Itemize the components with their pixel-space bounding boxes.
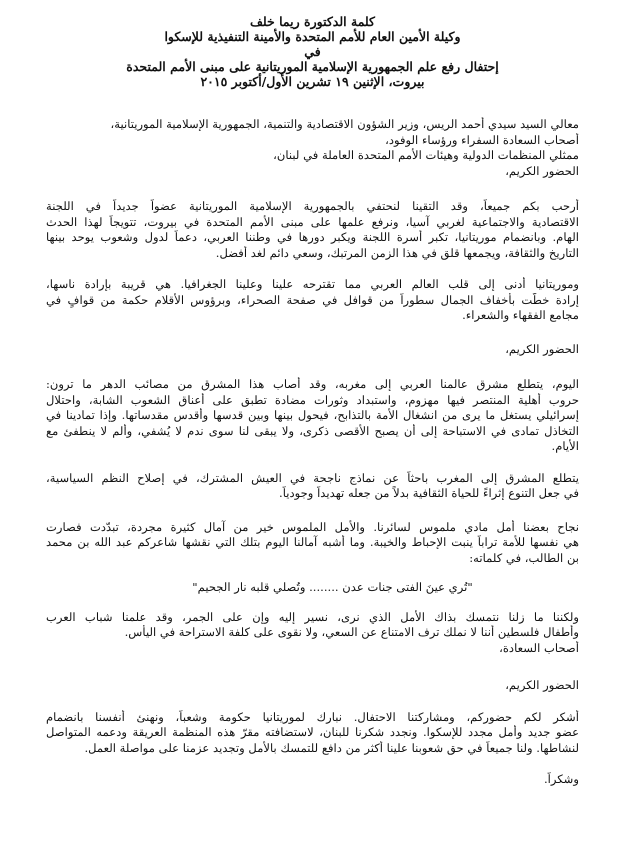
paragraph-2 bbox=[46, 277, 579, 324]
salutation-line: ممثلي المنظمات الدولية وهيئات الأمم المتحدة العاملة في لبنان، bbox=[273, 148, 579, 162]
speech-body bbox=[46, 117, 579, 788]
heading-3 bbox=[46, 678, 579, 694]
text-line: الأيام. bbox=[551, 439, 579, 453]
header-speaker: كلمة الدكتورة ريما خلف bbox=[249, 14, 376, 29]
salutation-block bbox=[46, 117, 579, 179]
salutation-line: معالي السيد سيدي أحمد الريس، وزير الشؤون الاقتصادية والتنمية، الجمهورية الإسلامية الموريتانية، bbox=[110, 117, 579, 131]
section-heading: الحضور الكريم، bbox=[505, 678, 579, 692]
text-line: أصحاب السعادة، bbox=[499, 640, 579, 655]
paragraph-5 bbox=[46, 520, 579, 567]
text-line: أرحب بكم جميعاً، وقد التقينا لنحتفي بالجمهورية الإسلامية الموريتانية عضواً جديداً في اللجنة bbox=[46, 199, 579, 213]
text-line: هي نفسها للأمة تراباً ينبت الإحباط والخيبة. وما أشبه آمالنا اليوم بتلك التي نقشها شاعركم عبد الله بن محمد bbox=[46, 535, 579, 549]
text-line: وموريتانيا أدنى إلى قلب العالم العربي مما تقترحه علينا وعلينا الجغرافيا. هي قريبة بإرادة ناسها، bbox=[46, 277, 579, 291]
text-line: عضو جديد وأمل مجدد للإسكوا. ونجدد شكرنا للبنان، لاستضافته مقرّ هذه المنظمة العريقة ودعمه المتواصل bbox=[46, 725, 579, 739]
paragraph-3 bbox=[46, 377, 579, 455]
closing-line: وشكراً. bbox=[543, 772, 579, 786]
closing bbox=[46, 772, 579, 788]
text-line: التخاذل تمادى في الاستباحة إلى أن يصبح الأقصى ذكرى، ولا يبقى لنا سوى ندم لا يُشفي، وألم لا ينطفئ مع bbox=[46, 423, 579, 438]
speech-header bbox=[46, 14, 579, 89]
text-line: ولكننا ما زلنا نتمسك بذاك الأمل الذي نرى، نسير إليه وإن على الجمر، وقد علمنا شباب العرب bbox=[46, 609, 579, 624]
text-line: الاقتصادية والاجتماعية لغربي آسيا، ونرفع علمها على مبنى الأمم المتحدة في بيروت، تتويجاً لهذا الحدث bbox=[46, 214, 579, 229]
header-in: في bbox=[304, 44, 321, 59]
text-line: في جعل التنوع إثراءً للحياة الثقافية بدلاً من جعله تهديداً وجودياً. bbox=[279, 486, 579, 500]
poem-quote bbox=[46, 580, 579, 596]
paragraph-7 bbox=[46, 710, 579, 757]
text-line: حروب أهلية المنتصر فيها مهزوم، واستبداد وثورات مضادة تطبق على أعناق الشعوب الشابة، واحتلال bbox=[46, 392, 579, 407]
text-line: نجاح بعضنا أمل مادي ملموس لسائرنا. والأمل الملموس خير من آمال كثيرة مجردة، تبدّدت فصارت bbox=[46, 519, 579, 534]
text-line: يتطلع المشرق إلى المغرب باحثاً عن نماذج ناجحة في العيش المشترك، في إصلاح النظم السياسية، bbox=[46, 470, 579, 485]
text-line: الهام. وبانضمام موريتانيا، تكبر أسرة اللجنة ويكبر دورها في وطننا العربي، دعماً لدول وشعوب يوحد بينها bbox=[46, 230, 579, 244]
header-date: بيروت، الإثنين ١٩ تشرين الأول/أكتوبر ٢٠١٥ bbox=[200, 74, 425, 89]
text-line: مجامع الفقهاء والشعراء. bbox=[462, 308, 579, 322]
heading-2 bbox=[46, 342, 579, 358]
section-heading: الحضور الكريم، bbox=[505, 341, 579, 356]
header-occasion: إحتفال رفع علم الجمهورية الإسلامية الموريتانية على مبنى الأمم المتحدة bbox=[126, 59, 499, 74]
text-line: إرادة خطّت بأخفاف الجمال سطوراً من قوافل في صفحة الصحراء، وبرؤوس الأقلام حكمة من قوافٍ في bbox=[46, 292, 579, 307]
paragraph-4 bbox=[46, 471, 579, 502]
header-title: وكيلة الأمين العام للأمم المتحدة والأمينة التنفيذية للإسكوا bbox=[164, 29, 461, 44]
salutation-line: أصحاب السعادة السفراء ورؤساء الوفود، bbox=[385, 132, 579, 147]
text-line: لنشاطها. ولنا جميعاً في حق شعوبنا علينا أكثر من دافع للتمسك بالأمل وتجديد عزمنا على مواصلة العمل. bbox=[84, 740, 579, 755]
salutation-line: الحضور الكريم، bbox=[505, 163, 579, 178]
text-line: وأطفال فلسطين أننا لا نملك ترف الامتناع عن السعي، ولا نقوى على كلفة الاستراحة في اليأس. bbox=[124, 625, 579, 639]
text-line: بن الطالب، في كلماته: bbox=[469, 550, 579, 565]
text-line: اليوم، يتطلع مشرق عالمنا العربي إلى مغربه، وقد أصاب هذا المشرق من مصائب الدهر ما ترون: bbox=[46, 377, 579, 391]
quote-line: "تُري عينَ الفتى جنات عدن ........ وتُصلي قلبه نار الجحيم" bbox=[192, 580, 473, 594]
text-line: التاريخ والثقافة، ويجمعها قلق في هذا الزمن المرتبك، وسعي دائم لغد أفضل. bbox=[215, 245, 579, 260]
text-line: إسرائيلي يستغل ما يرى من انشغال الأمة بالتذابح، فيحول بينها وبين قدسها وأقدس مقدساتها. وإذا تمادينا في bbox=[46, 408, 579, 422]
paragraph-6 bbox=[46, 610, 579, 657]
text-line: أشكر لكم حضوركم، ومشاركتنا الاحتفال. نبارك لموريتانيا حكومة وشعباً، ونهنئ أنفسنا بانضمام bbox=[46, 709, 579, 724]
paragraph-1 bbox=[46, 199, 579, 261]
